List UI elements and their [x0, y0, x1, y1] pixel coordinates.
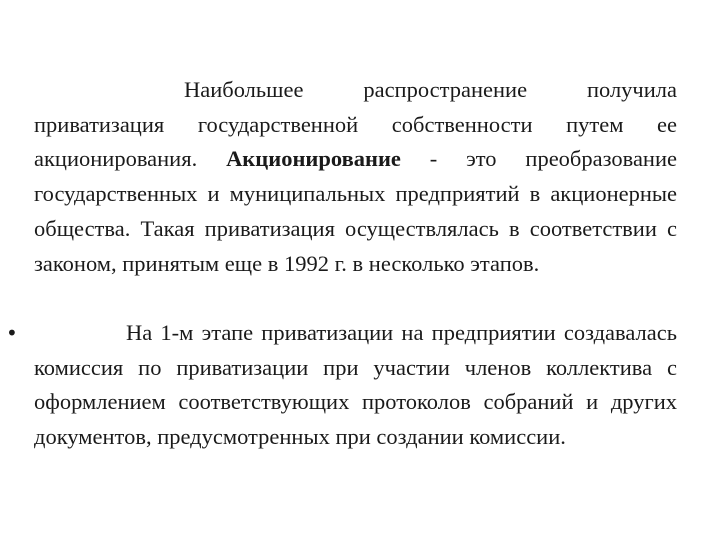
- paragraph-first-stage: [34, 316, 677, 455]
- paragraph-1-text-before: Наибольшее распространение получила приватизация государственной собственности путем ее акционирования.: [34, 77, 677, 172]
- paragraph-2-text: На 1-м этапе приватизации на предприятии создавалась комиссия по приватизации при участии членов коллектива с оформлением соответствующих протоколов собраний и других документов, предусмотренных при создании комиссии.: [34, 320, 677, 450]
- bullet-icon: •: [6, 321, 18, 345]
- term-aktsionirovanie: Акционирование: [226, 146, 401, 172]
- paragraph-1-text-after: - это преобразование государственных и муниципальных предприятий в акционерные общества. Такая приватизация осуществлялась в соответствии с законом, принятым еще в 1992 г. в несколько этапов.: [34, 146, 677, 276]
- paragraph-privatization-intro: [34, 73, 677, 281]
